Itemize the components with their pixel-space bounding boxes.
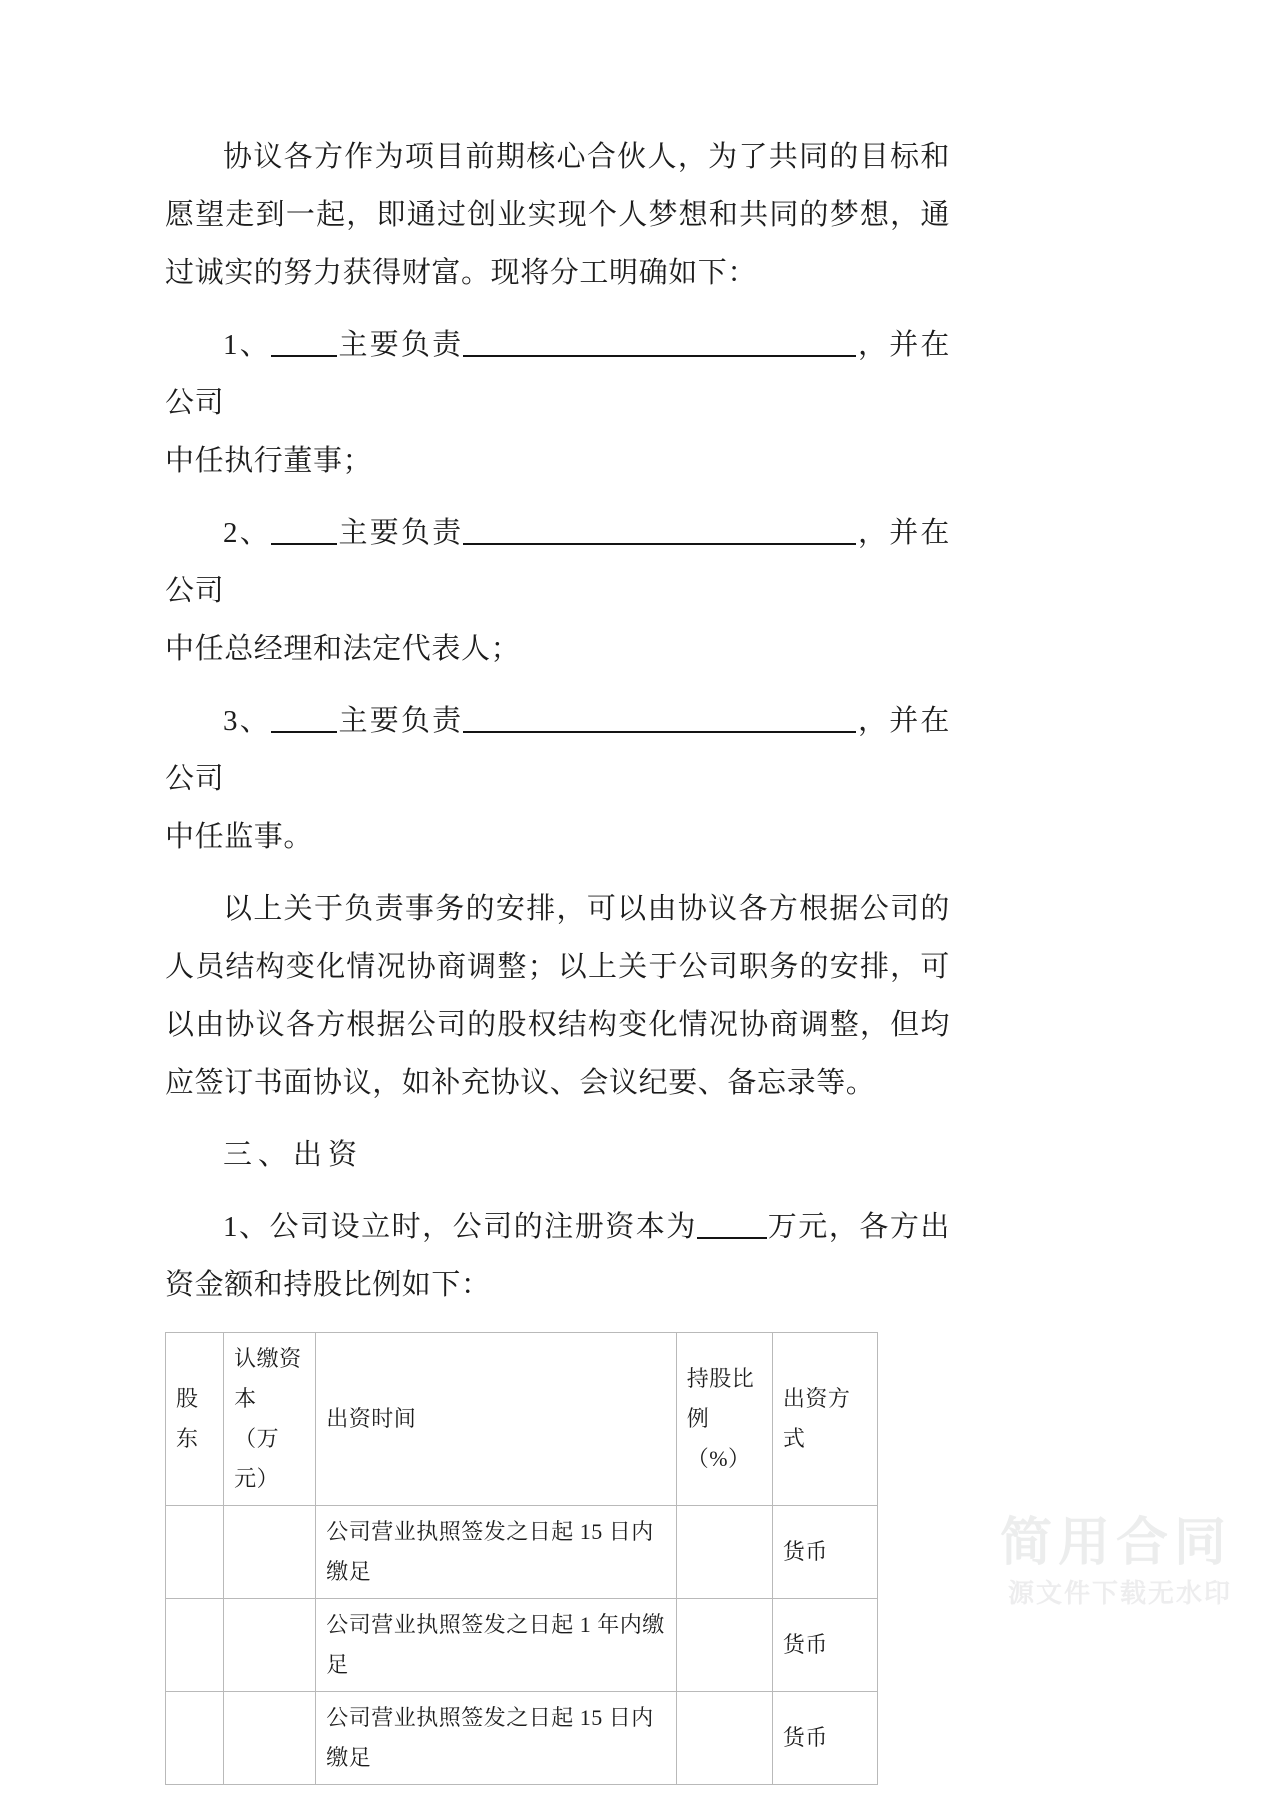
cell-payment-time: 公司营业执照签发之日起 15 日内缴足 [316, 1692, 677, 1785]
cell-ownership-pct[interactable] [676, 1506, 772, 1599]
duty-item-3-scope-blank[interactable] [463, 731, 856, 733]
cell-subscribed-capital[interactable] [224, 1599, 316, 1692]
cell-subscribed-capital[interactable] [224, 1506, 316, 1599]
capital-clause-suffix: ，各方出资金额和持股比例如下： [165, 1211, 950, 1301]
cell-shareholder[interactable] [166, 1692, 224, 1785]
duty-item-2-scope-blank[interactable] [463, 543, 856, 545]
cell-contribution-type: 货币 [772, 1599, 877, 1692]
duty-item-1-role-label: 主要负责 [336, 329, 464, 361]
capital-clause-unit: 万元 [766, 1211, 829, 1243]
table-header-contribution-type [772, 1333, 877, 1506]
cell-ownership-pct[interactable] [676, 1692, 772, 1785]
table-header-subscribed-capital-line2: （万元） [234, 1426, 280, 1491]
table-header-subscribed-capital-line1: 认缴资本 [234, 1346, 302, 1411]
table-header-payment-time-line1: 出资时间 [326, 1406, 417, 1431]
duty-item-3-number: 3、 [223, 705, 271, 737]
duty-item-2-continuation: 中任总经理和法定代表人； [165, 633, 521, 665]
duty-item-1-tail: ，并在公司 [165, 329, 950, 419]
table-header-contribution-type-line1: 出资方式 [782, 1386, 851, 1451]
cell-subscribed-capital[interactable] [224, 1692, 316, 1785]
cell-ownership-pct[interactable] [676, 1599, 772, 1692]
duty-item-3-name-blank[interactable] [271, 731, 337, 733]
table-header-subscribed-capital [224, 1333, 316, 1506]
table-header-shareholder-line1: 股东 [176, 1386, 199, 1451]
watermark-tagline: 源文件下载无水印 [1007, 1579, 1232, 1609]
capital-contribution-table [165, 1332, 878, 1785]
section-heading-contribution: 三、出资 [223, 1139, 364, 1171]
cell-payment-time: 公司营业执照签发之日起 1 年内缴足 [316, 1599, 677, 1692]
table-header-ownership-pct [676, 1333, 772, 1506]
duty-item-2-line [165, 504, 950, 620]
table-row [166, 1506, 878, 1599]
duty-item-2-role-label: 主要负责 [336, 517, 464, 549]
cell-shareholder[interactable] [166, 1506, 224, 1599]
section-heading-block [165, 1126, 950, 1184]
table-header-payment-time [316, 1333, 677, 1506]
cell-contribution-type: 货币 [772, 1506, 877, 1599]
duty-item-1-scope-blank[interactable] [463, 355, 856, 357]
capital-clause [165, 1198, 950, 1314]
duty-item-1-continuation: 中任执行董事； [165, 445, 373, 477]
document-body [165, 128, 950, 1785]
table-header-ownership-pct-line2: （%） [686, 1446, 751, 1471]
duty-item-2-tail: ，并在公司 [165, 517, 950, 607]
adjustment-block [165, 880, 950, 1112]
table-row [166, 1692, 878, 1785]
duty-item-3-role-label: 主要负责 [336, 705, 464, 737]
watermark [1000, 1512, 1232, 1614]
duty-item-3 [165, 692, 950, 866]
duty-item-3-tail: ，并在公司 [165, 705, 950, 795]
duty-item-1 [165, 316, 950, 490]
table-row [166, 1599, 878, 1692]
watermark-brand: 简用合同 [999, 1513, 1232, 1573]
table-header-shareholder [166, 1333, 224, 1506]
adjustment-paragraph: 以上关于负责事务的安排，可以由协议各方根据公司的人员结构变化情况协商调整；以上关于公司职务的安排，可以由协议各方根据公司的股权结构变化情况协商调整，但均应签订书面协议，如补充协议、会议纪要、备忘录等。 [165, 893, 950, 1099]
duty-item-2 [165, 504, 950, 678]
capital-clause-block [165, 1198, 950, 1314]
duty-item-2-number: 2、 [223, 517, 271, 549]
cell-shareholder[interactable] [166, 1599, 224, 1692]
duty-item-2-name-blank[interactable] [271, 543, 337, 545]
duty-item-1-line [165, 316, 950, 432]
registered-capital-blank[interactable] [697, 1237, 767, 1239]
opening-paragraph: 协议各方作为项目前期核心合伙人，为了共同的目标和愿望走到一起，即通过创业实现个人梦想和共同的梦想，通过诚实的努力获得财富。现将分工明确如下： [165, 141, 950, 289]
table-header-row [166, 1333, 878, 1506]
duty-item-3-line [165, 692, 950, 808]
duty-item-1-number: 1、 [223, 329, 271, 361]
duty-item-1-name-blank[interactable] [271, 355, 337, 357]
cell-contribution-type: 货币 [772, 1692, 877, 1785]
cell-payment-time: 公司营业执照签发之日起 15 日内缴足 [316, 1506, 677, 1599]
capital-clause-prefix: 1、公司设立时，公司的注册资本为 [223, 1211, 697, 1243]
duty-item-3-continuation: 中任监事。 [165, 821, 314, 853]
table-header-ownership-pct-line1: 持股比例 [686, 1366, 755, 1431]
